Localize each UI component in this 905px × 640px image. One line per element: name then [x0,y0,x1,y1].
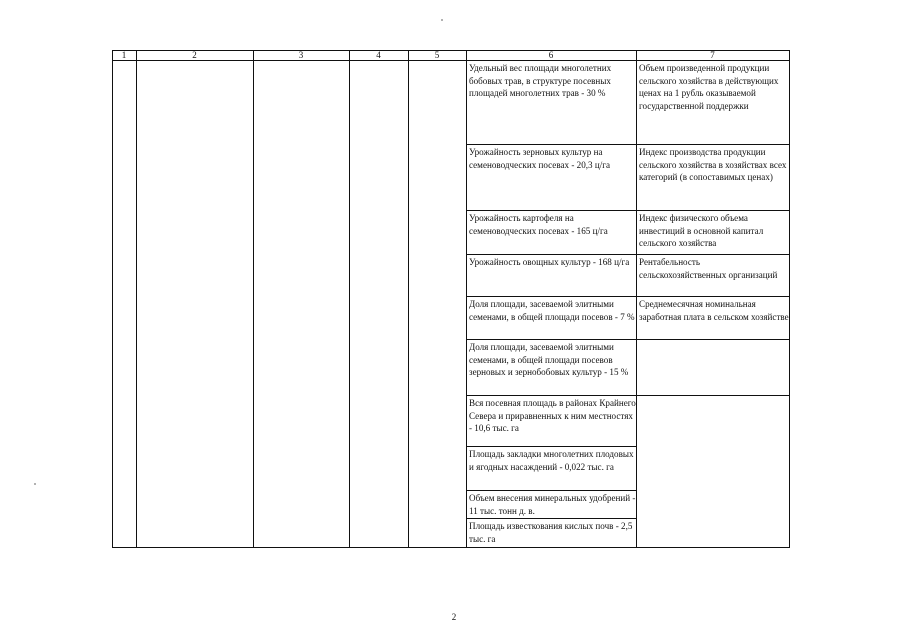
effectiveness-indicator-cell: Среднемесячная номинальная заработная плата в сельском хозяйстве [639,299,789,322]
col6-row-line [466,339,637,340]
effectiveness-indicator-cell [639,341,789,394]
effectiveness-indicator-cell: Индекс физического объема инвестиций в основной капитал сельского хозяйства [639,213,764,249]
column-number-7: 7 [710,50,715,60]
col6-row-line [466,210,637,211]
target-indicator-cell: Площадь закладки многолетних плодовых и ягодных насаждений - 0,022 тыс. га [469,449,634,472]
effectiveness-indicator-cell: Индекс производства продукции сельского хозяйства в хозяйствах всех категорий (в сопоставимых ценах) [639,147,787,183]
target-indicator-cell: Площадь известкования кислых почв - 2,5 тыс. га [469,521,633,544]
target-indicator-cell: Удельный вес площади многолетних бобовых трав, в структуре посевных площадей многолетних трав - 30 % [469,63,612,99]
col6-row-line [466,518,637,519]
effectiveness-indicator-cell: Объем произведенной продукции сельского хозяйства в действующих ценах на 1 рубль оказываемой государственной поддержки [639,63,779,111]
column-number-3: 3 [298,50,304,60]
target-indicator-cell: Объем внесения минеральных удобрений - 11 тыс. тонн д. в. [469,493,636,516]
table-column-divider [136,50,137,548]
col7-row-line [636,339,790,340]
column-number-5: 5 [434,50,440,60]
target-indicator-cell: Урожайность картофеля на семеноводческих посевах - 165 ц/га [469,213,608,236]
col6-row-line [466,254,637,255]
column-number-4: 4 [376,50,381,60]
scan-speck [441,19,443,21]
target-indicator-cell: Урожайность овощных культур - 168 ц/га [469,257,630,267]
column-number-2: 2 [192,50,197,60]
col7-row-line [636,254,790,255]
target-indicator-cell: Урожайность зерновых культур на семеноводческих посевах - 20,3 ц/га [469,147,611,170]
scan-speck [34,483,36,485]
table-column-divider [253,50,254,548]
col6-row-line [466,144,637,145]
table-border-right [789,50,790,548]
indicators-table [112,50,790,548]
target-indicator-cell: Доля площади, засеваемой элитными семенами, в общей площади посевов - 7 % [469,299,635,322]
table-column-divider [636,50,637,548]
target-indicator-cell: Вся посевная площадь в районах Крайнего Севера и приравненных к ним местностях - 10,6 тыс. га [469,398,636,434]
effectiveness-indicator-cell: Рентабельность сельскохозяйственных организаций [639,257,778,280]
col6-row-line [466,446,637,447]
table-border-left [112,50,113,548]
col6-row-line [466,395,637,396]
page-number: 2 [451,612,457,622]
col6-row-line [466,490,637,491]
col7-row-line [636,296,790,297]
col6-row-line [466,296,637,297]
table-border-bottom [112,547,790,548]
table-column-divider [408,50,409,548]
header-bottom-line [112,60,790,61]
column-number-1: 1 [121,50,127,60]
target-indicator-cell: Доля площади, засеваемой элитными семенами, в общей площади посевов зерновых и зернобобовых культур - 15 % [469,342,629,378]
col7-row-line [636,210,790,211]
column-number-6: 6 [548,50,554,60]
table-column-divider [349,50,350,548]
table-column-divider [466,50,467,548]
col7-row-line [636,144,790,145]
col7-row-line [636,395,790,396]
